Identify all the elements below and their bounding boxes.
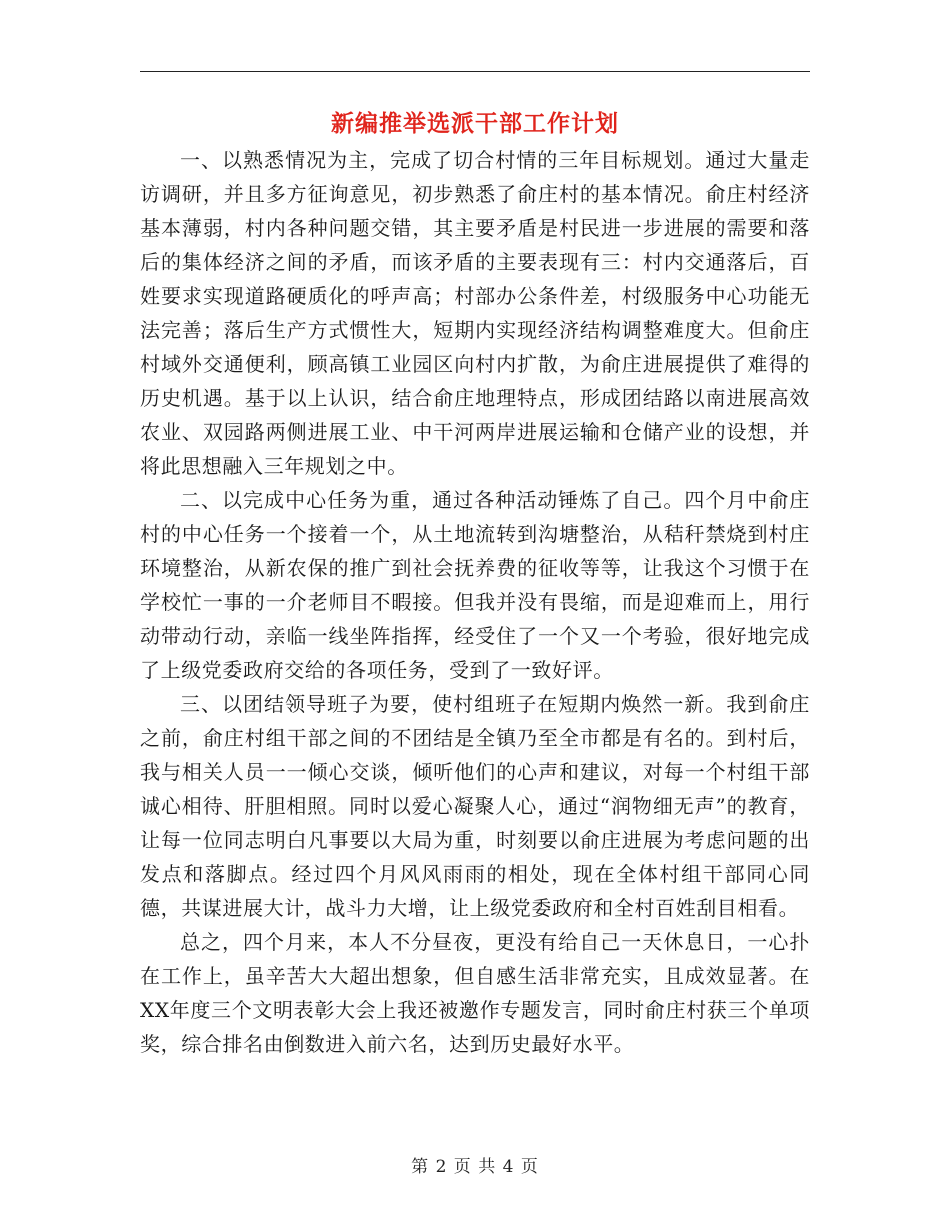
header-rule xyxy=(140,71,810,72)
document-title: 新编推举选派干部工作计划 xyxy=(331,110,619,137)
paragraph-1: 一、以熟悉情况为主，完成了切合村情的三年目标规划。通过大量走访调研，并且多方征询意见，初步熟悉了俞庄村的基本情况。俞庄村经济基本薄弱，村内各种问题交错，其主要矛盾是村民进一步进展的需要和落后的集体经济之间的矛盾，而该矛盾的主要表现有三：村内交通落后，百姓要求实现道路硬质化的呼声高；村部办公条件差，村级服务中心功能无法完善；落后生产方式惯性大，短期内实现经济结构调整难度大。但俞庄村域外交通便利，顾高镇工业园区向村内扩散，为俞庄进展提供了难得的历史机遇。基于以上认识，结合俞庄地理特点，形成团结路以南进展高效农业、双园路两侧进展工业、中干河两岸进展运输和仓储产业的设想，并将此思想融入三年规划之中。 xyxy=(140,148,810,478)
page-footer xyxy=(0,1152,950,1177)
paragraph-4: 总之，四个月来，本人不分昼夜，更没有给自己一天休息日，一心扑在工作上，虽辛苦大大超出想象，但自感生活非常充实，且成效显著。在XX年度三个文明表彰大会上我还被邀作专题发言，同时俞庄村获三个单项奖，综合排名由倒数进入前六名，达到历史最好水平。 xyxy=(140,930,810,1056)
page-number: 第 2 页 共 4 页 xyxy=(411,1157,539,1177)
document-body xyxy=(140,143,810,1061)
paragraph-2: 二、以完成中心任务为重，通过各种活动锤炼了自己。四个月中俞庄村的中心任务一个接着一个，从土地流转到沟塘整治，从秸秆禁烧到村庄环境整治，从新农保的推广到社会抚养费的征收等等，让我这个习惯于在学校忙一事的一介老师目不暇接。但我并没有畏缩，而是迎难而上，用行动带动行动，亲临一线坐阵指挥，经受住了一个又一个考验，很好地完成了上级党委政府交给的各项任务，受到了一致好评。 xyxy=(140,488,810,682)
paragraph-3: 三、以团结领导班子为要，使村组班子在短期内焕然一新。我到俞庄之前，俞庄村组干部之间的不团结是全镇乃至全市都是有名的。到村后，我与相关人员一一倾心交谈，倾听他们的心声和建议，对每一个村组干部诚心相待、肝胆相照。同时以爱心凝聚人心，通过“润物细无声”的教育，让每一位同志明白凡事要以大局为重，时刻要以俞庄进展为考虑问题的出发点和落脚点。经过四个月风风雨雨的相处，现在全体村组干部同心同德，共谋进展大计，战斗力大增，让上级党委政府和全村百姓刮目相看。 xyxy=(140,692,810,920)
